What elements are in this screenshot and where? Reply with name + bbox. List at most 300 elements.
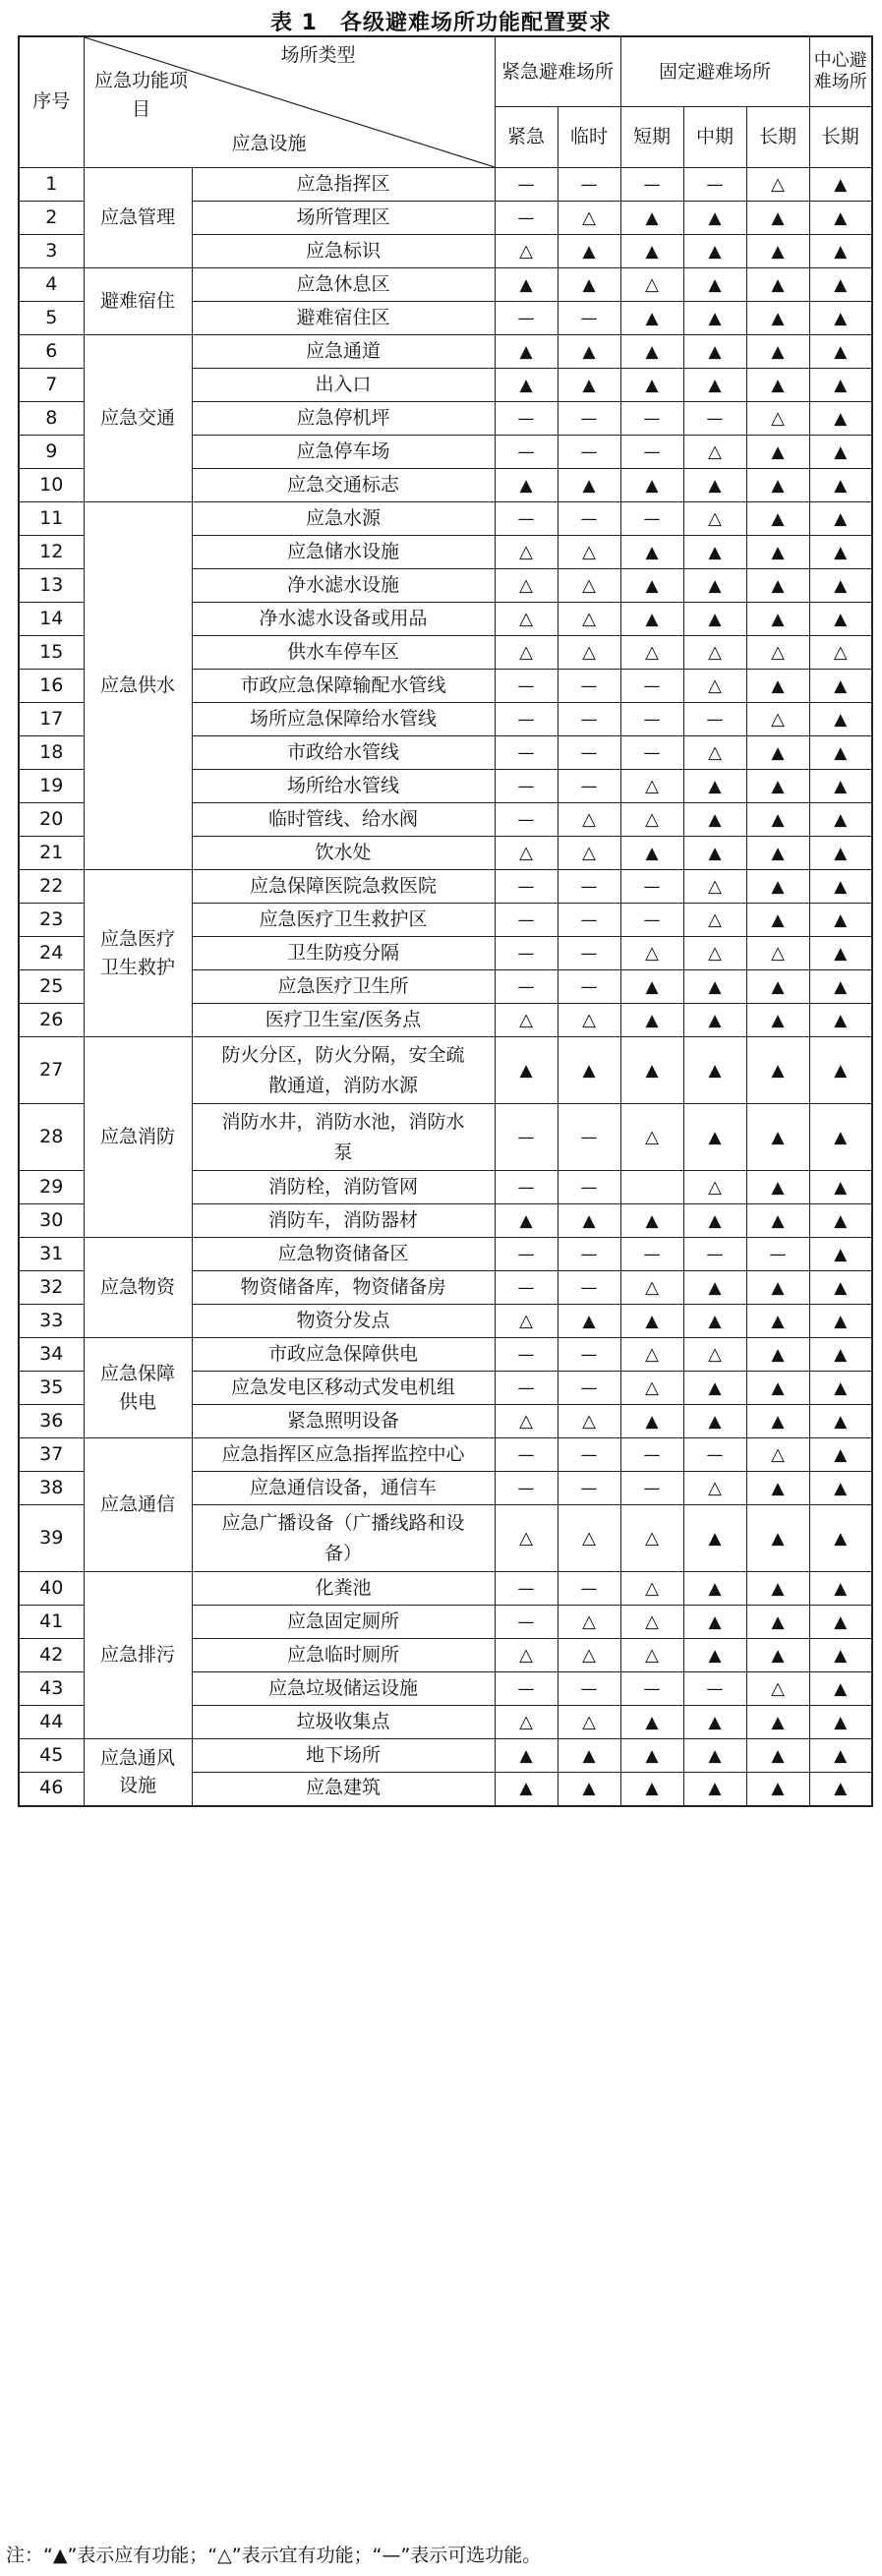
table-body [19,168,872,1806]
optional-mark: — [643,441,661,462]
row-number: 12 [19,536,84,569]
required-mark: ▲ [834,742,848,763]
level-long-term [746,402,809,436]
required-mark: ▲ [519,1060,533,1081]
required-mark: ▲ [645,375,659,395]
recommended-mark: △ [582,1711,596,1732]
optional-mark: — [580,308,598,328]
level-central-long-term [809,904,872,937]
facility-name: 消防栓，消防管网 [192,1171,495,1204]
required-mark: ▲ [582,241,596,262]
required-mark: ▲ [582,341,596,362]
level-long-term [746,1204,809,1238]
optional-mark: — [580,876,598,897]
recommended-mark: △ [771,641,785,663]
level-mid-term [683,937,746,970]
level-temporary [558,1372,620,1405]
optional-mark: — [580,508,598,529]
required-mark: ▲ [771,308,785,328]
required-mark: ▲ [708,1377,722,1398]
required-mark: ▲ [708,1645,722,1666]
level-mid-term [683,1004,746,1037]
optional-mark: — [580,174,598,195]
level-short-term [620,1438,683,1472]
subheader-cell: 中期 [683,107,746,168]
recommended-mark: △ [771,708,785,730]
level-mid-term [683,670,746,703]
level-mid-term [683,268,746,302]
required-mark: ▲ [771,843,785,863]
required-mark: ▲ [834,809,848,830]
level-mid-term [683,1739,746,1773]
facility-name: 化粪池 [192,1572,495,1606]
level-long-term [746,436,809,469]
function-group: 应急管理 [84,168,192,268]
level-central-long-term [809,603,872,636]
facility-name: 场所给水管线 [192,770,495,803]
row-number: 21 [19,837,84,870]
level-central-long-term [809,1505,872,1572]
required-mark: ▲ [834,976,848,997]
facility-name: 应急广播设备（广播线路和设备） [192,1505,495,1572]
optional-mark: — [580,1244,598,1264]
facility-name: 医疗卫生室/医务点 [192,1004,495,1037]
level-central-long-term [809,703,872,736]
required-mark: ▲ [645,1311,659,1331]
required-mark: ▲ [582,274,596,295]
required-mark: ▲ [834,675,848,696]
recommended-mark: △ [582,808,596,830]
required-mark: ▲ [708,1411,722,1432]
optional-mark: — [517,943,535,964]
level-central-long-term [809,335,872,369]
optional-mark: — [517,308,535,328]
optional-mark: — [643,1478,661,1498]
required-mark: ▲ [834,1010,848,1030]
required-mark: ▲ [771,274,785,295]
level-temporary [558,1171,620,1204]
recommended-mark: △ [771,1677,785,1699]
required-mark: ▲ [834,1645,848,1666]
level-emergency [495,1104,558,1171]
row-number: 32 [19,1271,84,1305]
required-mark: ▲ [771,441,785,462]
optional-mark: — [517,1611,535,1632]
optional-mark: — [580,909,598,930]
level-central-long-term [809,168,872,202]
subheader-cell: 紧急 [495,107,558,168]
required-mark: ▲ [834,1210,848,1231]
header-diagonal [84,36,495,168]
recommended-mark: △ [645,1343,659,1365]
level-temporary [558,636,620,670]
level-central-long-term [809,1037,872,1104]
facility-name: 应急医疗卫生救护区 [192,904,495,937]
facility-name: 消防水井，消防水池，消防水泵 [192,1104,495,1171]
function-group: 应急交通 [84,335,192,502]
table-row [19,1572,872,1606]
facility-name: 出入口 [192,369,495,402]
level-short-term [620,335,683,369]
required-mark: ▲ [771,809,785,830]
level-long-term [746,1238,809,1271]
optional-mark: — [643,709,661,730]
level-emergency [495,837,558,870]
level-temporary [558,268,620,302]
level-temporary [558,1639,620,1672]
required-mark: ▲ [708,308,722,328]
recommended-mark: △ [519,574,533,596]
required-mark: ▲ [519,475,533,496]
recommended-mark: △ [582,1610,596,1632]
level-temporary [558,1004,620,1037]
optional-mark: — [580,976,598,997]
level-short-term [620,1338,683,1372]
level-long-term [746,1672,809,1706]
optional-mark: — [643,742,661,763]
required-mark: ▲ [708,776,722,796]
required-mark: ▲ [582,1210,596,1231]
level-temporary [558,904,620,937]
subheader-cell: 长期 [809,107,872,168]
header-item: 应急功能项目 [93,70,188,120]
facility-name: 应急指挥区应急指挥监控中心 [192,1438,495,1472]
level-temporary [558,536,620,569]
recommended-mark: △ [519,842,533,863]
level-emergency [495,670,558,703]
required-mark: ▲ [645,1745,659,1766]
level-long-term [746,469,809,502]
recommended-mark: △ [708,1176,722,1198]
required-mark: ▲ [834,475,848,496]
level-mid-term [683,1338,746,1372]
recommended-mark: △ [519,1310,533,1331]
row-number: 10 [19,469,84,502]
required-mark: ▲ [771,976,785,997]
required-mark: ▲ [771,742,785,763]
level-mid-term [683,770,746,803]
row-number: 30 [19,1204,84,1238]
required-mark: ▲ [708,1060,722,1081]
row-number: 28 [19,1104,84,1171]
level-short-term [620,1472,683,1505]
required-mark: ▲ [645,241,659,262]
required-mark: ▲ [834,575,848,596]
optional-mark: — [517,1377,535,1398]
level-temporary [558,436,620,469]
level-temporary [558,1037,620,1104]
subheader-cell: 长期 [746,107,809,168]
required-mark: ▲ [771,1779,785,1799]
level-temporary [558,1706,620,1739]
required-mark: ▲ [834,1745,848,1766]
required-mark: ▲ [834,1177,848,1198]
required-mark: ▲ [708,375,722,395]
row-number: 40 [19,1572,84,1606]
optional-mark: — [706,174,724,195]
optional-mark: — [517,675,535,696]
optional-mark: — [517,174,535,195]
recommended-mark: △ [645,1276,659,1298]
level-long-term [746,369,809,402]
level-central-long-term [809,1305,872,1338]
level-short-term [620,803,683,837]
facility-name: 应急通信设备，通信车 [192,1472,495,1505]
level-emergency [495,1639,558,1672]
optional-mark: — [517,709,535,730]
facility-name: 场所管理区 [192,202,495,235]
required-mark: ▲ [834,609,848,629]
required-mark: ▲ [519,1210,533,1231]
level-mid-term [683,1572,746,1606]
level-mid-term [683,502,746,536]
level-temporary [558,402,620,436]
level-short-term [620,1739,683,1773]
recommended-mark: △ [771,942,785,964]
recommended-mark: △ [645,1126,659,1147]
required-mark: ▲ [708,1210,722,1231]
row-number: 38 [19,1472,84,1505]
function-group: 应急医疗卫生救护 [84,870,192,1037]
recommended-mark: △ [708,908,722,930]
required-mark: ▲ [834,274,848,295]
level-long-term [746,202,809,235]
recommended-mark: △ [519,1527,533,1549]
level-temporary [558,1305,620,1338]
level-long-term [746,603,809,636]
optional-mark: — [517,809,535,830]
facility-name: 消防车，消防器材 [192,1204,495,1238]
required-mark: ▲ [708,207,722,228]
level-temporary [558,168,620,202]
recommended-mark: △ [708,507,722,529]
level-short-term [620,235,683,268]
required-mark: ▲ [834,408,848,429]
row-number: 24 [19,937,84,970]
level-mid-term [683,1606,746,1639]
level-mid-term [683,1706,746,1739]
subheader-cell: 临时 [558,107,620,168]
table-row [19,335,872,369]
row-number: 45 [19,1739,84,1773]
level-long-term [746,703,809,736]
required-mark: ▲ [708,1010,722,1030]
level-mid-term [683,569,746,603]
optional-mark: — [517,441,535,462]
required-mark: ▲ [771,675,785,696]
level-temporary [558,235,620,268]
recommended-mark: △ [519,1009,533,1030]
required-mark: ▲ [708,1611,722,1632]
level-central-long-term [809,402,872,436]
optional-mark: — [580,709,598,730]
required-mark: ▲ [582,1745,596,1766]
row-number: 14 [19,603,84,636]
facility-name: 应急水源 [192,502,495,536]
recommended-mark: △ [582,574,596,596]
level-temporary [558,837,620,870]
level-emergency [495,1472,558,1505]
level-emergency [495,302,558,335]
row-number: 8 [19,402,84,436]
optional-mark: — [769,1244,787,1264]
optional-mark: — [643,1678,661,1699]
recommended-mark: △ [582,842,596,863]
row-number: 1 [19,168,84,202]
level-mid-term [683,1305,746,1338]
level-mid-term [683,469,746,502]
optional-mark: — [580,1377,598,1398]
level-temporary [558,970,620,1004]
facility-name: 应急标识 [192,235,495,268]
required-mark: ▲ [708,341,722,362]
required-mark: ▲ [708,1745,722,1766]
required-mark: ▲ [834,909,848,930]
required-mark: ▲ [834,1779,848,1799]
function-group: 应急物资 [84,1238,192,1338]
required-mark: ▲ [771,1177,785,1198]
level-short-term [620,1004,683,1037]
level-temporary [558,1238,620,1271]
level-central-long-term [809,469,872,502]
required-mark: ▲ [582,1060,596,1081]
level-temporary [558,1338,620,1372]
subheader-cell: 短期 [620,107,683,168]
level-mid-term [683,1672,746,1706]
row-number: 22 [19,870,84,904]
required-mark: ▲ [771,1311,785,1331]
level-emergency [495,603,558,636]
optional-mark: — [706,1678,724,1699]
required-mark: ▲ [708,542,722,562]
facility-name: 应急通道 [192,335,495,369]
recommended-mark: △ [582,641,596,663]
facility-name: 应急停车场 [192,436,495,469]
level-central-long-term [809,1171,872,1204]
required-mark: ▲ [708,1578,722,1599]
required-mark: ▲ [708,241,722,262]
recommended-mark: △ [645,1610,659,1632]
required-mark: ▲ [834,508,848,529]
recommended-mark: △ [771,1443,785,1465]
table-row [19,502,872,536]
row-number: 36 [19,1405,84,1438]
required-mark: ▲ [834,1578,848,1599]
level-mid-term [683,1171,746,1204]
recommended-mark: △ [519,641,533,663]
required-mark: ▲ [519,1745,533,1766]
level-short-term [620,1305,683,1338]
required-mark: ▲ [582,375,596,395]
optional-mark: — [580,742,598,763]
level-short-term [620,1606,683,1639]
level-short-term [620,436,683,469]
row-number: 26 [19,1004,84,1037]
level-central-long-term [809,1204,872,1238]
level-emergency [495,770,558,803]
level-mid-term [683,904,746,937]
optional-mark: — [580,1344,598,1365]
required-mark: ▲ [834,207,848,228]
level-mid-term [683,1438,746,1472]
level-mid-term [683,1037,746,1104]
level-long-term [746,302,809,335]
recommended-mark: △ [582,541,596,562]
table-title: 表 1 各级避难场所功能配置要求 [270,11,612,35]
row-number: 34 [19,1338,84,1372]
required-mark: ▲ [834,375,848,395]
required-mark: ▲ [834,1712,848,1732]
required-mark: ▲ [582,475,596,496]
row-number: 31 [19,1238,84,1271]
required-mark: ▲ [771,542,785,562]
level-mid-term [683,1639,746,1672]
level-temporary [558,502,620,536]
required-mark: ▲ [834,1444,848,1465]
required-mark: ▲ [645,1210,659,1231]
optional-mark: — [643,1444,661,1465]
recommended-mark: △ [582,608,596,629]
level-temporary [558,1271,620,1305]
level-mid-term [683,803,746,837]
level-central-long-term [809,1271,872,1305]
row-number: 13 [19,569,84,603]
level-mid-term [683,335,746,369]
level-short-term [620,1706,683,1739]
level-central-long-term [809,1606,872,1639]
recommended-mark: △ [708,875,722,897]
optional-mark: — [580,1444,598,1465]
row-number: 44 [19,1706,84,1739]
required-mark: ▲ [645,1779,659,1799]
optional-mark: — [517,1478,535,1498]
required-mark: ▲ [834,1060,848,1081]
level-mid-term [683,870,746,904]
required-mark: ▲ [834,776,848,796]
row-number: 17 [19,703,84,736]
level-temporary [558,937,620,970]
level-central-long-term [809,770,872,803]
recommended-mark: △ [708,641,722,663]
optional-mark: — [517,1344,535,1365]
level-mid-term [683,1472,746,1505]
required-mark: ▲ [771,1528,785,1549]
facility-name: 应急指挥区 [192,168,495,202]
optional-mark: — [517,1177,535,1198]
level-central-long-term [809,1639,872,1672]
level-emergency [495,703,558,736]
facility-name: 紧急照明设备 [192,1405,495,1438]
level-central-long-term [809,369,872,402]
recommended-mark: △ [519,1410,533,1432]
level-central-long-term [809,569,872,603]
level-long-term [746,1104,809,1171]
recommended-mark: △ [582,1410,596,1432]
level-temporary [558,1438,620,1472]
facility-name: 应急保障医院急救医院 [192,870,495,904]
level-emergency [495,904,558,937]
recommended-mark: △ [645,1644,659,1666]
function-group: 应急消防 [84,1037,192,1238]
level-emergency [495,970,558,1004]
required-mark: ▲ [771,475,785,496]
optional-mark: — [517,1578,535,1599]
required-mark: ▲ [771,1411,785,1432]
table-row [19,168,872,202]
level-temporary [558,736,620,770]
optional-mark: — [706,1444,724,1465]
required-mark: ▲ [834,308,848,328]
